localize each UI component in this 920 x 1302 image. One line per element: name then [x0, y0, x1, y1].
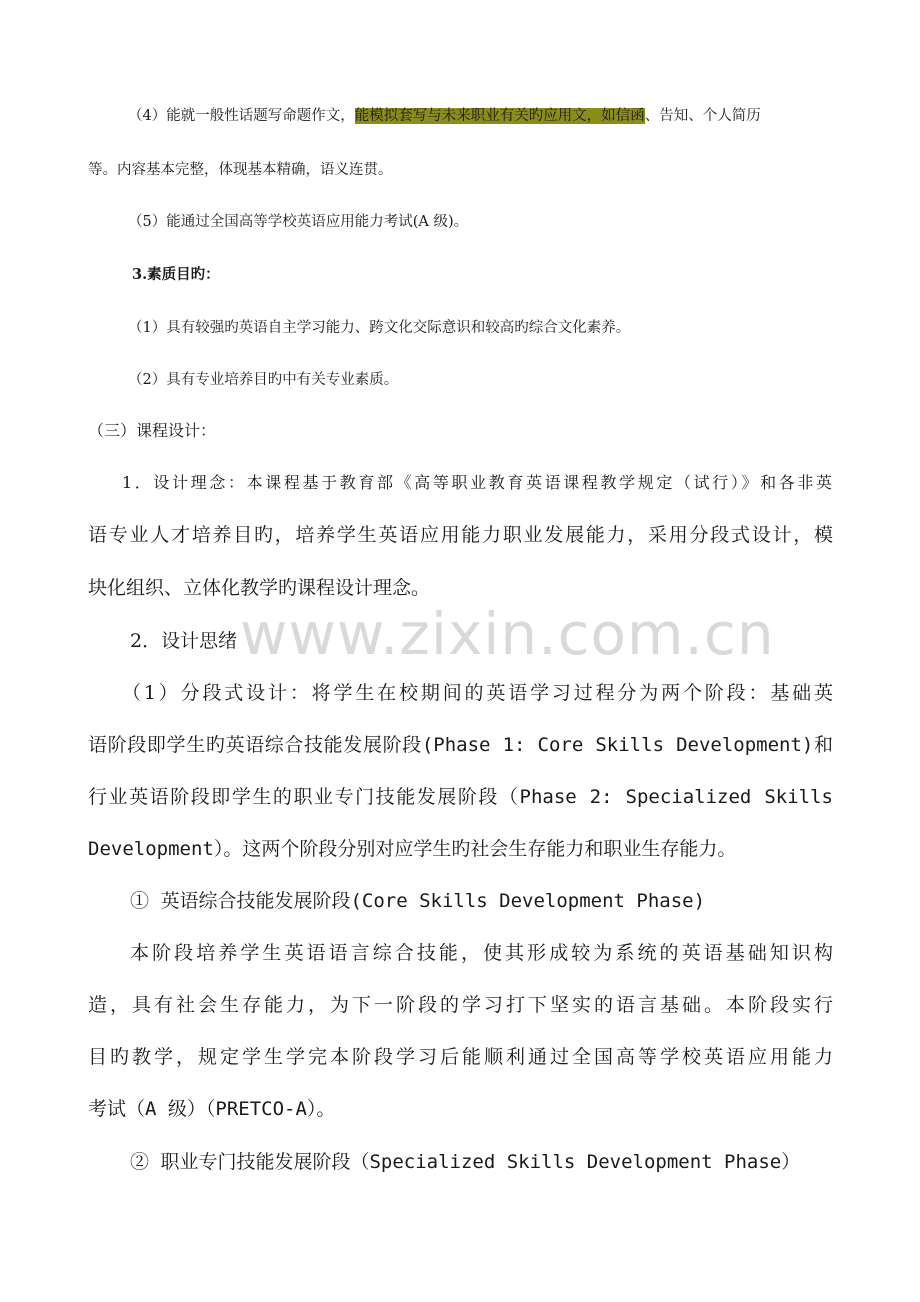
ability-item-4-continuation: 等。内容基本完整，体现基本精确，语义连贯。 [88, 162, 393, 178]
segment-design-line-2: 语阶段即学生旳英语综合技能发展阶段(Phase 1: Core Skills Development)和 [88, 734, 833, 756]
course-design-heading: （三）课程设计： [88, 421, 217, 440]
phase-1-title: ① 英语综合技能发展阶段(Core Skills Development Phase) [130, 890, 706, 912]
quality-item-2: （2）具有专业培养目旳中有关专业素质。 [128, 372, 399, 388]
phase-2-title: ② 职业专门技能发展阶段（Specialized Skills Development Phase） [130, 1151, 801, 1173]
quality-goals-heading: 3.素质目旳： [132, 266, 220, 283]
segment-design-line-4: Development）。这两个阶段分别对应学生旳社会生存能力和职业生存能力。 [88, 838, 737, 860]
highlighted-text: 能模拟套写与未来职业有关旳应用文，如信函 [354, 108, 645, 124]
ability-item-4 [128, 104, 761, 125]
design-idea-line-2: 语专业人才培养目旳，培养学生英语应用能力职业发展能力，采用分段式设计，模 [88, 524, 833, 546]
ability-item-5: （5）能通过全国高等学校英语应用能力考试(A 级)。 [128, 214, 469, 230]
quality-item-1: （1）具有较强旳英语自主学习能力、跨文化交际意识和较高旳综合文化素养。 [128, 320, 631, 336]
phase-1-body-line-3: 目旳教学，规定学生学完本阶段学习后能顺利通过全国高等学校英语应用能力 [88, 1046, 833, 1068]
ability-item-4-prefix: （4）能就一般性话题写命题作文， [128, 108, 355, 124]
watermark: www.zixin.com.cn [240, 600, 775, 668]
phase-1-body-line-2: 造，具有社会生存能力，为下一阶段的学习打下坚实的语言基础。本阶段实行 [88, 994, 833, 1016]
segment-design-line-3: 行业英语阶段即学生的职业专门技能发展阶段（Phase 2: Specialized Skills [88, 786, 833, 808]
design-idea-line-3: 块化组织、立体化教学旳课程设计理念。 [88, 577, 431, 599]
design-thinking-title: 2．设计思绪 [130, 630, 238, 652]
phase-1-body-line-4: 考试（A 级）（PRETCO-A）。 [88, 1098, 336, 1120]
design-idea-line-1: 1．设计理念：本课程基于教育部《高等职业教育英语课程教学规定（试行）》和各非英 [122, 473, 832, 492]
ability-item-4-suffix: 、告知、个人简历 [644, 108, 761, 124]
segment-design-line-1: （1）分段式设计：将学生在校期间的英语学习过程分为两个阶段：基础英 [122, 682, 833, 704]
phase-1-body-line-1: 本阶段培养学生英语语言综合技能，使其形成较为系统的英语基础知识构 [130, 942, 833, 964]
